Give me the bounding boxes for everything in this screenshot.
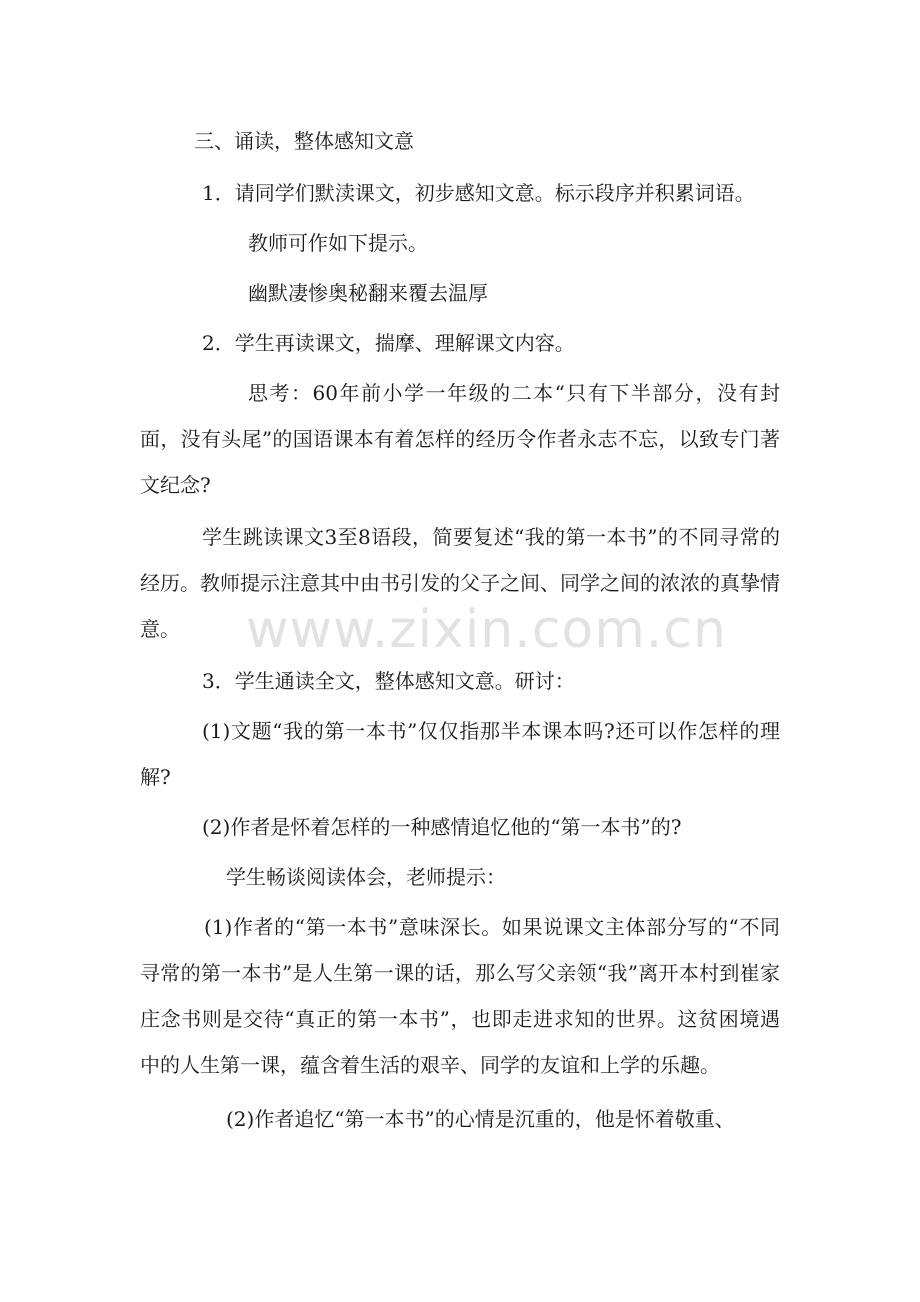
vocabulary-list: 幽默凄惨奥秘翻来覆去温厚: [248, 281, 488, 305]
step-2-instruction: 2．学生再读课文，揣摩、理解课文内容。: [202, 331, 575, 355]
step-1-instruction: 1．请同学们默渎课文，初步感知文意。标示段序并积累词语。: [202, 181, 755, 205]
teacher-hint-intro: 教师可作如下提示。: [248, 231, 428, 255]
thinking-question: 思考：60年前小学一年级的二本“只有下半部分，没有封面，没有头尾”的国语课本有着怎样的经历令作者永志不忘，以致专门著文纪念?: [140, 381, 780, 497]
answer-1: (1)作者的“第一本书”意味深长。如果说课文主体部分写的“不同寻常的第一本书”是人生第一课的话，那么写父亲领“我”离开本村到崔家庄念书则是交待“真正的第一本书”，也即走进求知的世界。这贫困境遇中的人生第一课，蕴含着生活的艰辛、同学的友谊和上学的乐趣。: [140, 915, 780, 1077]
document-body: [140, 118, 780, 1142]
answer-2-start: (2)作者追忆“第一本书”的心情是沉重的，他是怀着敬重、: [226, 1107, 735, 1131]
teacher-prompt-intro: 学生畅谈阅读体会，老师提示：: [226, 865, 506, 889]
section-heading: 三、诵读，整体感知文意: [194, 129, 414, 153]
discussion-question-1: (1)文题“我的第一本书”仅仅指那半本课本吗?还可以作怎样的理解?: [140, 719, 780, 789]
watermark-text: www.zixin.com.cn: [246, 600, 727, 660]
skim-reading-task: 学生跳读课文3至8语段，简要复述“我的第一本书”的不同寻常的经历。教师提示注意其中由书引发的父子之间、同学之间的浓浓的真挚情意。: [140, 525, 780, 641]
step-3-instruction: 3．学生通读全文，整体感知文意。研讨：: [202, 669, 575, 693]
discussion-question-2: (2)作者是怀着怎样的一种感情追忆他的“第一本书”的?: [202, 815, 682, 839]
